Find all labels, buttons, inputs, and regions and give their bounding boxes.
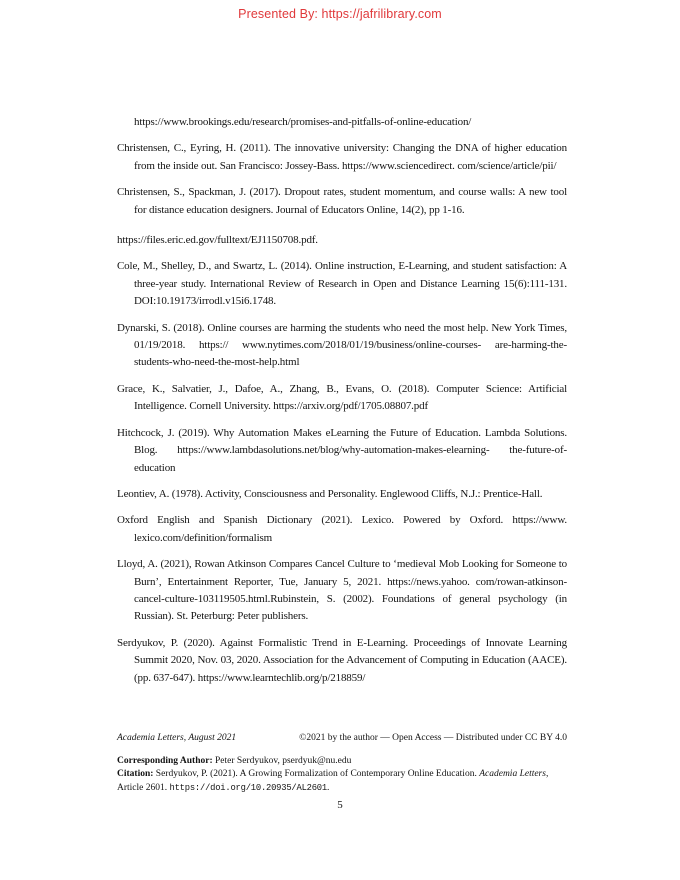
copyright-notice: ©2021 by the author — Open Access — Distributed under CC BY 4.0 bbox=[299, 733, 567, 743]
reference-entry: Lloyd, A. (2021), Rowan Atkinson Compares Cancel Culture to ‘medieval Mob Looking for Someone to Burn’, Entertainment Reporter, Tue, January 5, 2021. https://news.yahoo. com/rowan-atkinson-cancel-culture-103119505.html.Rubinstein, S. (2002). Foundations of general psychology (in Russian). St. Peterburg: Peter publishers. bbox=[117, 558, 567, 623]
journal-name: Academia Letters, August 2021 bbox=[117, 733, 237, 743]
citation-period: . bbox=[326, 782, 330, 793]
references-list bbox=[117, 114, 567, 696]
citation-doi-url: https://doi.org/10.20935/AL2601 bbox=[169, 782, 327, 793]
footer-journal-line bbox=[117, 732, 567, 746]
citation-label: Citation: bbox=[117, 769, 154, 779]
page-number: 5 bbox=[337, 799, 343, 811]
reference-entry: Grace, K., Salvatier, J., Dafoe, A., Zhang, B., Evans, O. (2018). Computer Science: Artificial Intelligence. Cornell University. https://arxiv.org/pdf/1705.08807.pdf bbox=[117, 382, 567, 413]
citation-journal-name: Academia Letters bbox=[479, 769, 546, 779]
corresponding-author-label: Corresponding Author: bbox=[117, 755, 213, 766]
watermark-banner: Presented By: https://jafrilibrary.com bbox=[238, 7, 442, 21]
citation-article-number: , Article 2601. bbox=[117, 769, 549, 793]
reference-entry: Christensen, S., Spackman, J. (2017). Dropout rates, student momentum, and course walls: A new tool for distance education designers. Journal of Educators Online, 14(2), pp 1-16. bbox=[117, 186, 567, 216]
corresponding-author-value: Peter Serdyukov, pserdyuk@nu.edu bbox=[212, 755, 352, 766]
reference-entry: Christensen, C., Eyring, H. (2011). The innovative university: Changing the DNA of higher education from the inside out. San Francisco: Jossey-Bass. https://www.sciencedirect. com/science/article/pii/ bbox=[117, 142, 567, 172]
reference-entry: Hitchcock, J. (2019). Why Automation Makes eLearning the Future of Education. Lambda Solutions. Blog. https://www.lambdasolutions.net/blog/why-automation-makes-elearning- the-future-of-education bbox=[117, 426, 567, 474]
reference-entry: https://files.eric.ed.gov/fulltext/EJ1150708.pdf. bbox=[117, 234, 318, 247]
reference-entry: https://www.brookings.edu/research/promises-and-pitfalls-of-online-education/ bbox=[134, 116, 472, 128]
citation-text: Serdyukov, P. (2021). A Growing Formalization of Contemporary Online Education. bbox=[153, 769, 480, 779]
citation-line bbox=[117, 768, 567, 795]
reference-entry: Serdyukov, P. (2020). Against Formalistic Trend in E-Learning. Proceedings of Innovate Learning Summit 2020, Nov. 03, 2020. Association for the Advancement of Computing in Education (AACE). (pp. 637-647). https://www.learntechlib.org/p/218859/ bbox=[117, 636, 567, 684]
reference-entry: Cole, M., Shelley, D., and Swartz, L. (2014). Online instruction, E-Learning, and student satisfaction: A three-year study. International Review of Research in Open and Distance Learning 15(6):111-131. DOI:10.19173/irrodl.v15i6.1748. bbox=[117, 260, 567, 308]
reference-entry: Dynarski, S. (2018). Online courses are harming the students who need the most help. New York Times, 01/19/2018. https:// www.nytimes.com/2018/01/19/business/online-courses- are-harming-the-students-who-need-the-most-help.html bbox=[117, 321, 567, 369]
corresponding-author-line bbox=[117, 755, 567, 769]
reference-entry: Oxford English and Spanish Dictionary (2021). Lexico. Powered by Oxford. https://www. lexico.com/definition/formalism bbox=[117, 514, 567, 544]
page-footer bbox=[117, 732, 567, 795]
reference-entry: Leontiev, A. (1978). Activity, Consciousness and Personality. Englewood Cliffs, N.J.: Prentice-Hall. bbox=[117, 487, 543, 500]
